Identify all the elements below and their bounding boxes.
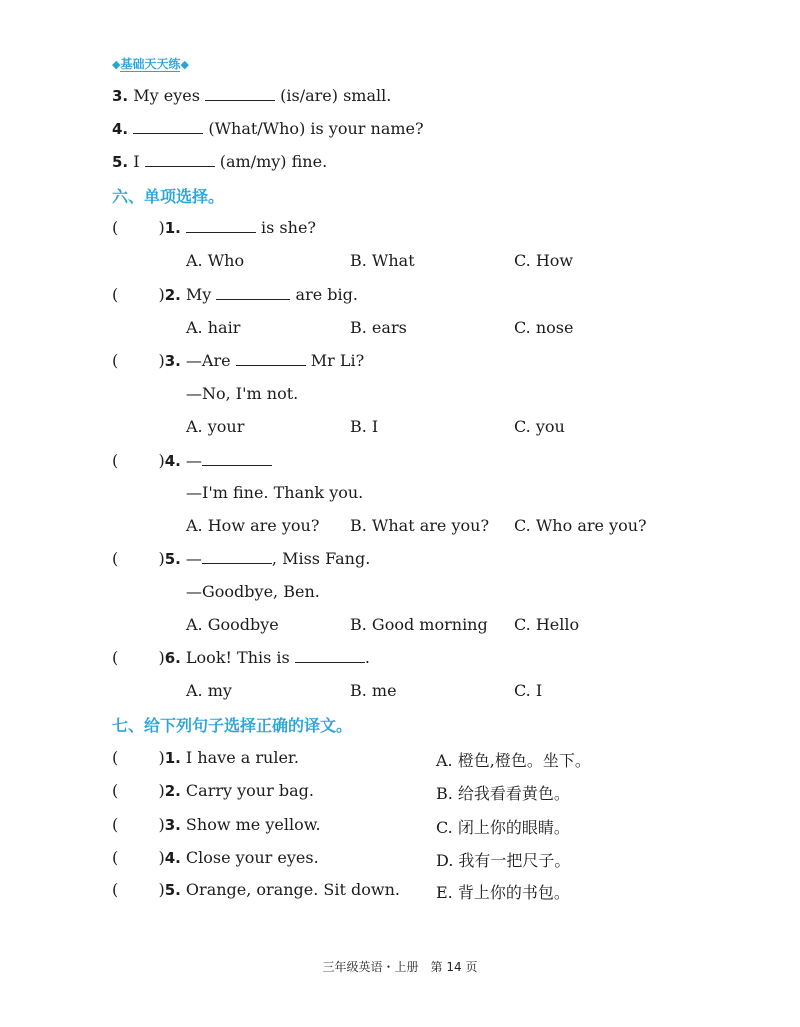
option-b: B. What <box>350 251 415 270</box>
mc-question-2: ( )2. My are big. <box>112 285 358 304</box>
dialogue-reply: —I'm fine. Thank you. <box>186 483 364 502</box>
answer-blank <box>216 285 290 300</box>
option-b: B. I <box>350 417 379 436</box>
translation-option: A. 橙色,橙色。坐下。 <box>436 751 591 770</box>
fill-in-item-5: 5. I (am/my) fine. <box>112 152 328 171</box>
answer-blank[interactable] <box>145 152 215 167</box>
option-c: C. you <box>514 417 565 436</box>
dialogue-reply: —No, I'm not. <box>186 384 299 403</box>
option-c: C. nose <box>514 318 574 337</box>
diamond-icon: ◆ <box>112 58 121 71</box>
option-a: A. Who <box>186 251 245 270</box>
answer-blank <box>186 218 256 233</box>
header-tag-label: 基础天天练 <box>120 57 181 71</box>
answer-blank <box>295 648 365 663</box>
answer-blank[interactable] <box>133 119 203 134</box>
fill-in-item-4: 4. (What/Who) is your name? <box>112 119 424 138</box>
page-footer: 三年级英语・上册 第 14 页 <box>322 960 478 974</box>
translation-option: E. 背上你的书包。 <box>436 883 570 902</box>
section-6-title: 六、单项选择。 <box>112 187 225 206</box>
answer-blank <box>236 351 306 366</box>
mc-question-1: ( )1. is she? <box>112 218 316 237</box>
answer-blank <box>202 451 272 466</box>
match-item-4: ( )4. Close your eyes. <box>112 848 319 867</box>
match-item-5: ( )5. Orange, orange. Sit down. <box>112 880 400 899</box>
translation-option: B. 给我看看黄色。 <box>436 784 570 803</box>
dialogue-reply: —Goodbye, Ben. <box>186 582 320 601</box>
option-b: B. ears <box>350 318 407 337</box>
option-a: A. hair <box>186 318 241 337</box>
option-b: B. Good morning <box>350 615 488 634</box>
option-a: A. Goodbye <box>186 615 279 634</box>
option-a: A. my <box>186 681 232 700</box>
mc-question-6: ( )6. Look! This is . <box>112 648 370 667</box>
option-c: C. Who are you? <box>514 516 647 535</box>
option-a: A. How are you? <box>186 516 320 535</box>
answer-blank <box>202 549 272 564</box>
option-b: B. me <box>350 681 397 700</box>
match-item-2: ( )2. Carry your bag. <box>112 781 314 800</box>
mc-question-3: ( )3. —Are Mr Li? <box>112 351 365 370</box>
option-a: A. your <box>186 417 245 436</box>
option-b: B. What are you? <box>350 516 490 535</box>
option-c: C. How <box>514 251 574 270</box>
translation-option: C. 闭上你的眼睛。 <box>436 818 570 837</box>
option-c: C. Hello <box>514 615 580 634</box>
mc-question-5: ( )5. — , Miss Fang. <box>112 549 371 568</box>
fill-in-item-3: 3. My eyes (is/are) small. <box>112 86 392 105</box>
translation-option: D. 我有一把尺子。 <box>436 851 571 870</box>
section-header-tag <box>112 55 189 72</box>
mc-question-4: ( )4. — <box>112 451 272 470</box>
answer-blank[interactable] <box>205 86 275 101</box>
diamond-icon: ◆ <box>180 58 189 71</box>
section-7-title: 七、给下列句子选择正确的译文。 <box>112 716 353 735</box>
option-c: C. I <box>514 681 543 700</box>
match-item-3: ( )3. Show me yellow. <box>112 815 321 834</box>
match-item-1: ( )1. I have a ruler. <box>112 748 299 767</box>
